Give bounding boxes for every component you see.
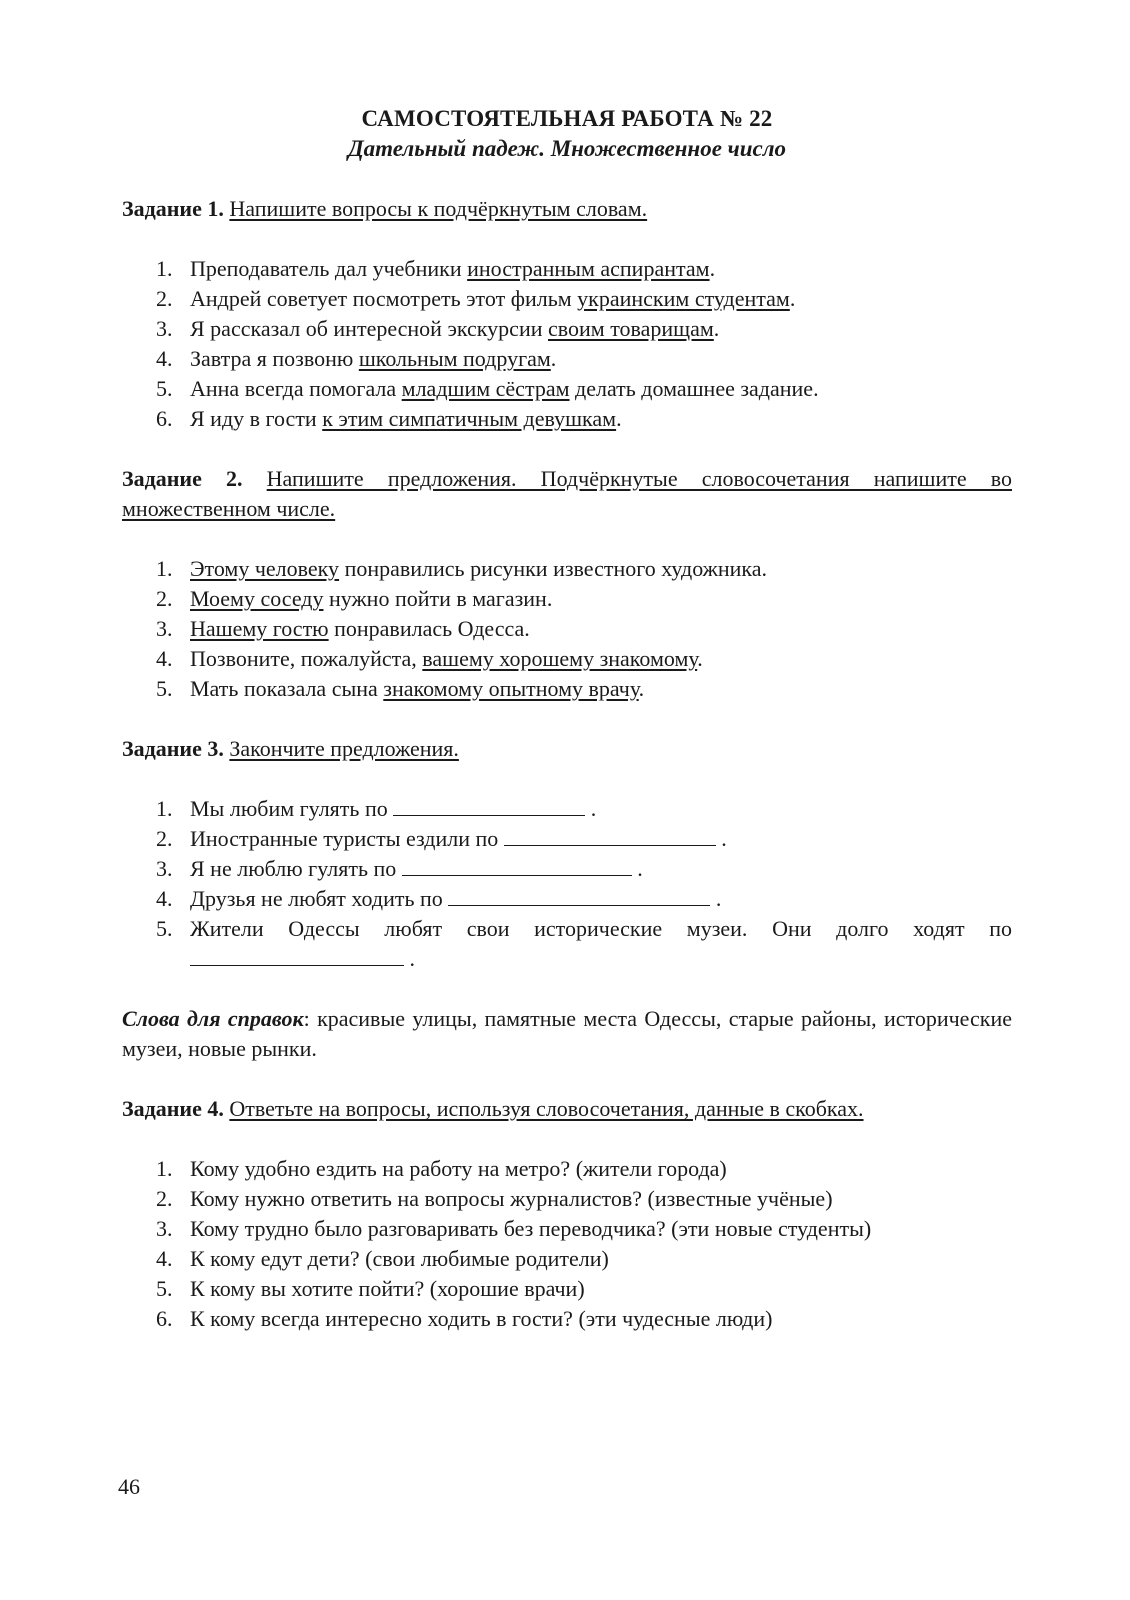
item-text: Кому удобно ездить на работу на метро? (жители города)	[190, 1156, 727, 1181]
item-number: 1.	[156, 1156, 173, 1181]
item-text: Я не люблю гулять по	[190, 856, 397, 881]
item-text: .	[697, 646, 703, 671]
task3-label: Задание 3.	[122, 736, 224, 761]
item-text: .	[789, 286, 796, 311]
list-item	[122, 1304, 1012, 1334]
item-text: К кому едут дети? (свои любимые родители)	[190, 1246, 609, 1271]
item-text: .	[713, 316, 720, 341]
underlined-phrase: украинским студентам	[577, 286, 790, 311]
item-text: Кому трудно было разговаривать без переводчика? (эти новые студенты)	[190, 1216, 872, 1241]
worksheet-page	[122, 104, 1012, 1364]
list-item	[122, 884, 1012, 914]
item-text: .	[404, 946, 415, 971]
list-item	[122, 614, 1012, 644]
page-number: 46	[118, 1474, 140, 1499]
list-item	[122, 314, 1012, 344]
task4-list	[122, 1154, 1012, 1334]
item-text: Позвоните, пожалуйста,	[190, 646, 423, 671]
answer-blank	[190, 945, 404, 966]
list-item	[122, 1184, 1012, 1214]
item-number: 3.	[156, 856, 173, 881]
item-number: 2.	[156, 286, 173, 311]
item-number: 4.	[156, 1246, 173, 1271]
answer-blank	[504, 825, 716, 846]
list-item	[122, 584, 1012, 614]
task4-heading	[122, 1094, 1012, 1124]
item-number: 5.	[156, 916, 173, 941]
task2-heading	[122, 464, 1012, 524]
item-text: .	[715, 826, 727, 851]
item-number: 1.	[156, 796, 173, 821]
list-item	[122, 1214, 1012, 1244]
item-text: Жители Одессы любят свои исторические музеи. Они долго ходят по	[190, 916, 1012, 941]
list-item	[122, 404, 1012, 434]
item-text: Я рассказал об интересной экскурсии	[190, 316, 548, 341]
item-text: понравились рисунки известного художника.	[339, 556, 768, 581]
task1-list	[122, 254, 1012, 434]
item-number: 4.	[156, 346, 173, 371]
item-number: 5.	[156, 1276, 173, 1301]
underlined-phrase: младшим сёстрам	[401, 376, 570, 401]
item-text: .	[638, 676, 645, 701]
reference-label: Слова для справок	[122, 1006, 304, 1031]
item-number: 5.	[156, 676, 173, 701]
task3-heading	[122, 734, 1012, 764]
list-item	[122, 1274, 1012, 1304]
item-number: 6.	[156, 406, 173, 431]
list-item	[122, 854, 1012, 884]
list-item	[122, 914, 1012, 974]
item-number: 4.	[156, 886, 173, 911]
item-text: делать домашнее задание.	[569, 376, 819, 401]
list-item	[122, 794, 1012, 824]
list-item	[122, 554, 1012, 584]
item-number: 3.	[156, 616, 173, 641]
task4-label: Задание 4.	[122, 1096, 224, 1121]
list-item	[122, 644, 1012, 674]
list-item	[122, 344, 1012, 374]
underlined-phrase: Нашему гостю	[190, 616, 329, 641]
item-text: .	[631, 856, 643, 881]
list-item	[122, 254, 1012, 284]
item-text: Завтра я позвоню	[190, 346, 359, 371]
item-text: нужно пойти в магазин.	[323, 586, 553, 611]
task2-instruction: Напишите предложения. Подчёркнутые словосочетания напишите во множественном числе.	[122, 466, 1013, 521]
item-text: .	[585, 796, 597, 821]
list-item	[122, 824, 1012, 854]
underlined-phrase: вашему хорошему знакомому	[422, 646, 698, 671]
underlined-phrase: к этим симпатичным девушкам	[322, 406, 617, 431]
item-text: Кому нужно ответить на вопросы журналистов? (известные учёные)	[190, 1186, 833, 1211]
task3-list	[122, 794, 1012, 974]
item-text: Андрей советует посмотреть этот фильм	[190, 286, 578, 311]
item-text: Мы любим гулять по	[190, 796, 388, 821]
list-item	[122, 674, 1012, 704]
item-number: 3.	[156, 316, 173, 341]
reference-words	[122, 1004, 1012, 1064]
item-number: 2.	[156, 826, 173, 851]
list-item	[122, 1154, 1012, 1184]
list-item	[122, 1244, 1012, 1274]
answer-blank	[402, 855, 632, 876]
item-number: 1.	[156, 256, 173, 281]
item-text: Я иду в гости	[190, 406, 323, 431]
underlined-phrase: Моему соседу	[190, 586, 324, 611]
answer-blank	[448, 885, 710, 906]
item-number: 6.	[156, 1306, 173, 1331]
item-text: К кому всегда интересно ходить в гости? (эти чудесные люди)	[190, 1306, 773, 1331]
item-text: Мать показала сына	[190, 676, 384, 701]
task2-label: Задание 2.	[122, 466, 243, 491]
task4-instruction: Ответьте на вопросы, используя словосочетания, данные в скобках.	[229, 1096, 864, 1121]
list-item	[122, 284, 1012, 314]
task1-heading	[122, 194, 1012, 224]
answer-blank	[393, 795, 585, 816]
item-text: Иностранные туристы ездили по	[190, 826, 499, 851]
task2-list	[122, 554, 1012, 704]
list-item	[122, 374, 1012, 404]
item-text: .	[550, 346, 557, 371]
underlined-phrase: Этому человеку	[190, 556, 340, 581]
item-number: 3.	[156, 1216, 173, 1241]
task3-instruction: Закончите предложения.	[229, 736, 459, 761]
page-title: САМОСТОЯТЕЛЬНАЯ РАБОТА № 22	[361, 106, 773, 131]
item-text: Анна всегда помогала	[190, 376, 402, 401]
item-number: 1.	[156, 556, 173, 581]
item-text: К кому вы хотите пойти? (хорошие врачи)	[190, 1276, 585, 1301]
underlined-phrase: иностранным аспирантам	[467, 256, 710, 281]
task1-instruction: Напишите вопросы к подчёркнутым словам.	[229, 196, 648, 221]
item-number: 2.	[156, 586, 173, 611]
reference-text: : красивые улицы, памятные места Одессы, старые районы, исторические музеи, новые рынки.	[122, 1006, 1012, 1061]
item-text: .	[616, 406, 622, 431]
item-text: .	[709, 256, 716, 281]
underlined-phrase: школьным подругам	[358, 346, 551, 371]
item-text: Друзья не любят ходить по	[190, 886, 443, 911]
item-number: 4.	[156, 646, 173, 671]
underlined-phrase: своим товарищам	[548, 316, 714, 341]
item-number: 2.	[156, 1186, 173, 1211]
item-text: Преподаватель дал учебники	[190, 256, 468, 281]
item-text: .	[710, 886, 722, 911]
item-number: 5.	[156, 376, 173, 401]
task1-label: Задание 1.	[122, 196, 224, 221]
item-text: понравилась Одесса.	[328, 616, 530, 641]
page-subtitle: Дательный падеж. Множественное число	[347, 136, 787, 161]
underlined-phrase: знакомому опытному врачу	[383, 676, 639, 701]
